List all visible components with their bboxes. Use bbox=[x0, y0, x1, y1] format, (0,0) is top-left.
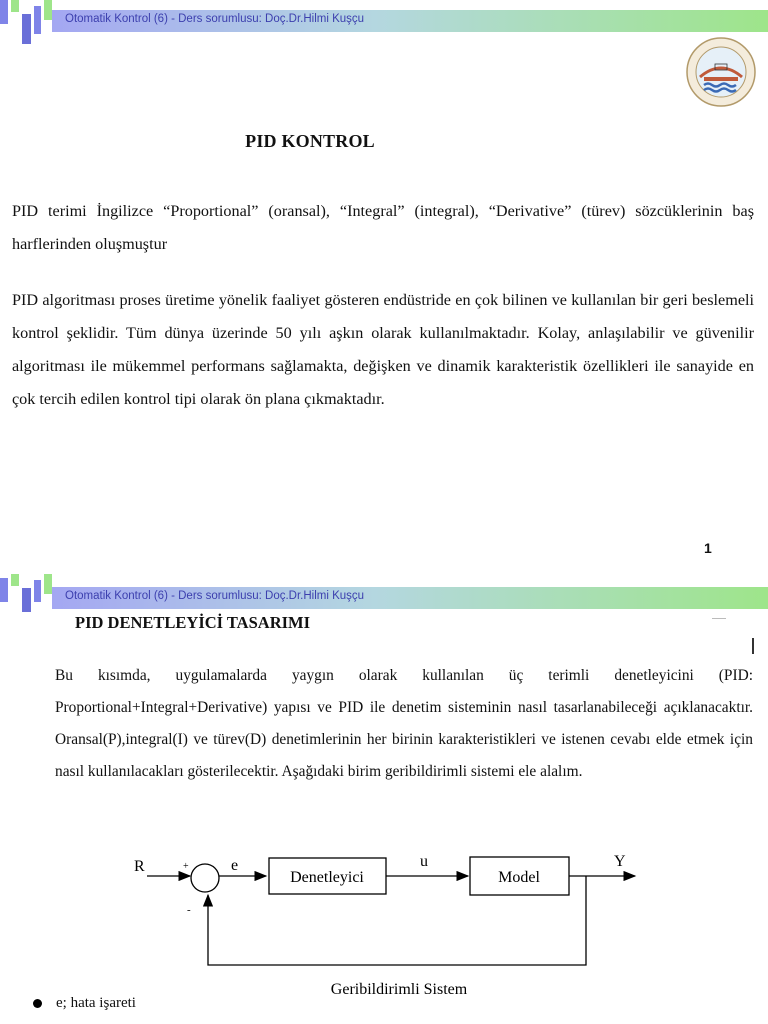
header-decoration bbox=[22, 14, 31, 44]
page-number: 1 bbox=[704, 540, 712, 556]
header-decoration bbox=[44, 574, 52, 594]
paragraph-algorithm: PID algoritması proses üretime yönelik faaliyet gösteren endüstride en çok bilinen ve kullanılan bir geri beslemeli kontrol şeklidir. Tüm dünya üzerinde 50 yılı aşkın olarak kullanılmaktadır. Kolay, anlaşılabilir ve güvenilir algoritması ile mükemmel performans sağlamakta, değişken ve dinamik karakteristik özellikleri ile sanayide en çok tercih edilen kontrol tipi olarak ön plana çıkmaktadır. bbox=[12, 291, 754, 408]
bullet-text: e; hata işareti bbox=[56, 995, 136, 1011]
header-decoration bbox=[22, 588, 31, 612]
decorative-mark bbox=[752, 638, 754, 654]
plus-sign: + bbox=[183, 861, 189, 872]
controller-label: Denetleyici bbox=[290, 869, 364, 886]
header-decoration bbox=[44, 0, 52, 20]
header-decoration bbox=[11, 574, 19, 586]
plant-label: Model bbox=[498, 869, 540, 886]
header-decoration bbox=[0, 0, 8, 24]
block-diagram bbox=[120, 842, 650, 1002]
diagram-caption: Geribildirimli Sistem bbox=[330, 981, 468, 998]
header-decoration bbox=[11, 0, 19, 12]
university-logo bbox=[686, 37, 756, 107]
error-label: e bbox=[231, 857, 239, 874]
slide-title: PID KONTROL bbox=[245, 131, 375, 151]
paragraph-intro: Bu kısımda, uygulamalarda yaygın olarak kullanılan üç terimli denetleyicini (PID: Proportional+Integral+Derivative) yapısı ve PID ile denetim sisteminin nasıl tasarlanabileceği açıklanacaktır. Oransal(P),integral(I) ve türev(D) denetimlerinin her birinin karakteristikleri ve istenen cevabı elde etmek için nasıl kullanılacakları gösterilecektir. Aşağıdaki birim geribildirimli sistemi ele alalım. bbox=[55, 667, 753, 780]
decorative-dash bbox=[712, 618, 726, 619]
header-decoration bbox=[34, 6, 41, 34]
bullet-item bbox=[33, 995, 136, 1012]
slide-title: PID DENETLEYİCİ TASARIMI bbox=[75, 613, 311, 632]
bullet-dot bbox=[33, 999, 42, 1008]
control-signal-label: u bbox=[420, 853, 428, 870]
header-decoration bbox=[0, 578, 8, 602]
paragraph-definition: PID terimi İngilizce “Proportional” (oransal), “Integral” (integral), “Derivative” (türev) sözcüklerinin baş harflerinden oluşmuştur bbox=[12, 202, 754, 253]
input-label: R bbox=[134, 858, 145, 875]
header-decoration bbox=[34, 580, 41, 602]
minus-sign: - bbox=[187, 904, 191, 916]
header-text: Otomatik Kontrol (6) - Ders sorumlusu: Doç.Dr.Hilmi Kuşçu bbox=[65, 590, 365, 602]
slide-2 bbox=[0, 574, 768, 1024]
output-label: Y bbox=[614, 853, 626, 870]
summing-junction bbox=[191, 864, 219, 892]
header-text: Otomatik Kontrol (6) - Ders sorumlusu: Doç.Dr.Hilmi Kuşçu bbox=[65, 13, 365, 25]
